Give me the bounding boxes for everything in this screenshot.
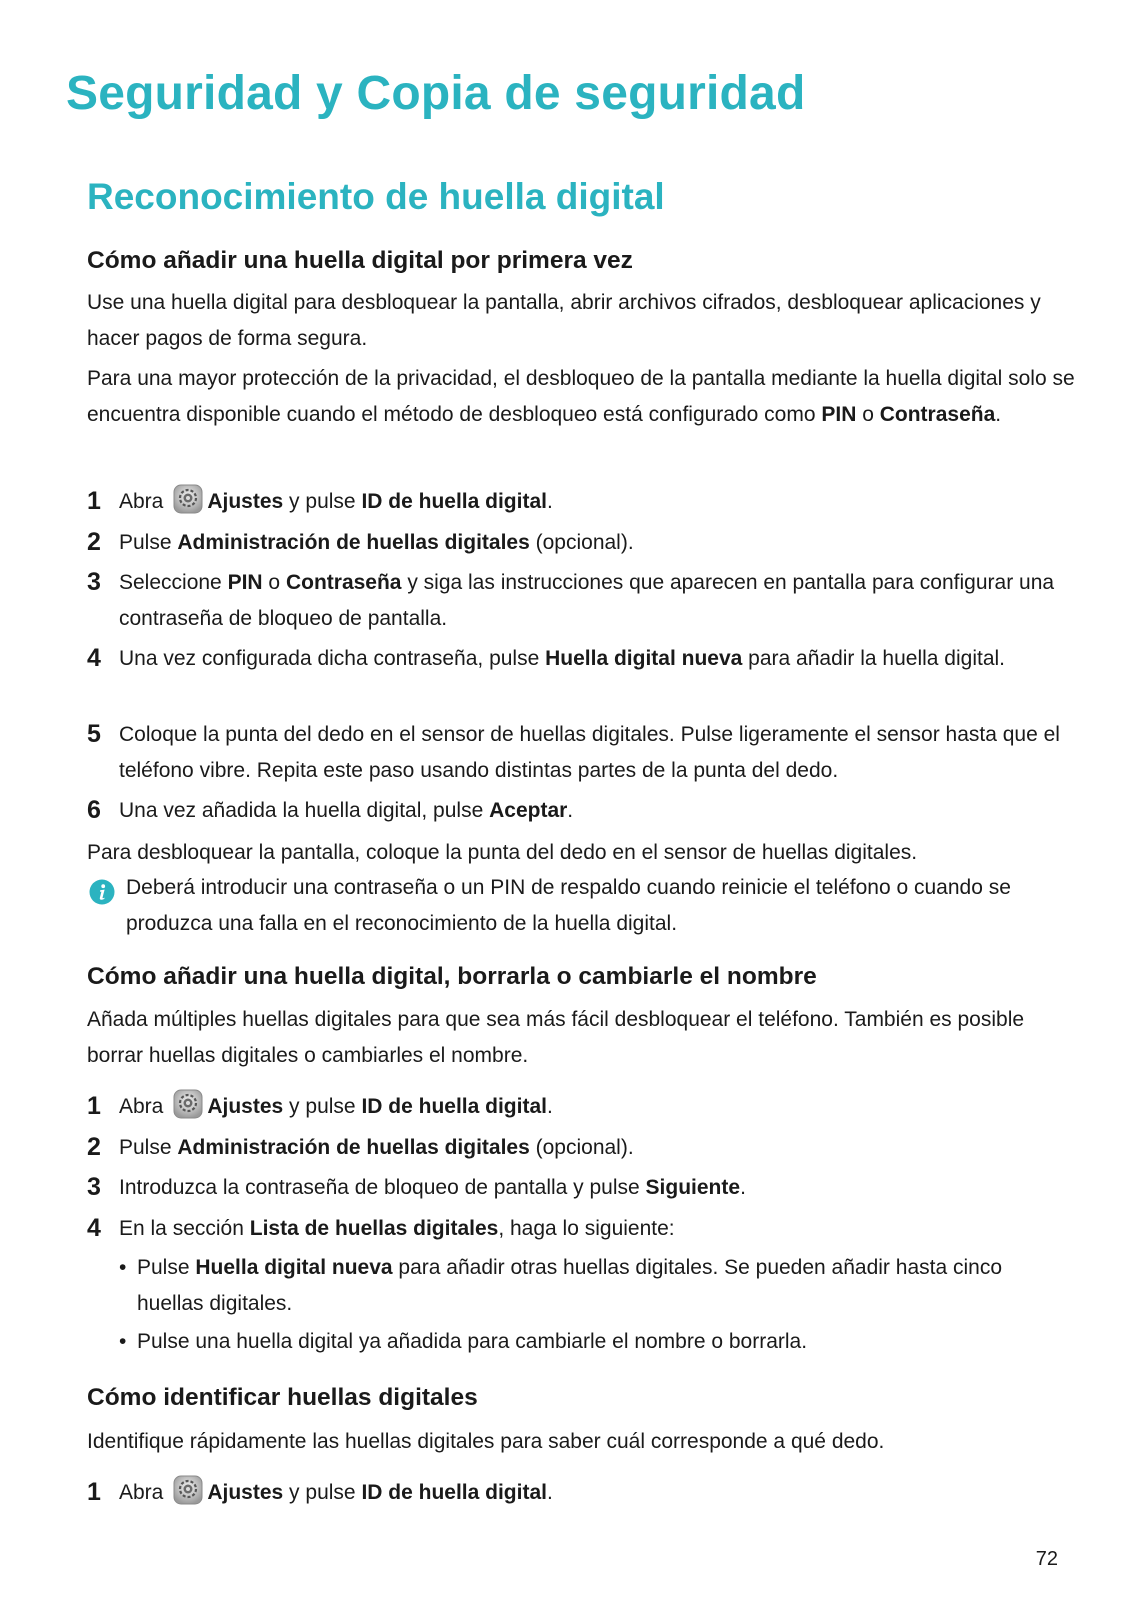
subsection-heading-first-fingerprint: Cómo añadir una huella digital por primera vez (87, 247, 633, 274)
step-item: 4 En la sección Lista de huellas digitales, haga lo siguiente: (87, 1214, 675, 1242)
gear-icon (173, 1089, 203, 1119)
paragraph-intro: Use una huella digital para desbloquear la pantalla, abrir archivos cifrados, desbloquear aplicaciones y hacer pagos de forma segura. (87, 291, 1041, 350)
step-item: 1 Abra Ajustes y pulse ID de huella digital. (87, 484, 1077, 520)
gear-icon (173, 1475, 203, 1505)
paragraph-privacy: Para una mayor protección de la privacidad, el desbloqueo de la pantalla mediante la huella digital solo se encuentra disponible cuando el método de desbloqueo está configurado como PIN o Contraseña. (87, 367, 1075, 426)
step-item: 2 Pulse Administración de huellas digitales (opcional). (87, 1133, 634, 1161)
paragraph-multiple: Añada múltiples huellas digitales para que sea más fácil desbloquear el teléfono. También es posible borrar huellas digitales o cambiarles el nombre. (87, 1008, 1025, 1067)
step-item: 1 Abra Ajustes y pulse ID de huella digital. (87, 1475, 1077, 1511)
step-item: 3 Seleccione PIN o Contraseña y siga las instrucciones que aparecen en pantalla para configurar una contraseña de bloqueo de pantalla. (87, 568, 1055, 630)
step-item: 2 Pulse Administración de huellas digitales (opcional). (87, 528, 634, 556)
section-title: Reconocimiento de huella digital (87, 176, 665, 217)
info-icon (89, 879, 115, 905)
subsection-heading-identify-fingerprints: Cómo identificar huellas digitales (87, 1384, 478, 1411)
step-item: 3 Introduzca la contraseña de bloqueo de pantalla y pulse Siguiente. (87, 1173, 746, 1201)
bullet-item: • Pulse una huella digital ya añadida para cambiarle el nombre o borrarla. (119, 1330, 808, 1353)
page-title: Seguridad y Copia de seguridad (66, 67, 806, 120)
step-item: 1 Abra Ajustes y pulse ID de huella digital. (87, 1089, 1077, 1125)
step-item: 5 Coloque la punta del dedo en el sensor de huellas digitales. Pulse ligeramente el sensor hasta que el teléfono vibre. Repita este paso usando distintas partes de la punta del dedo. (87, 720, 1060, 782)
paragraph-unlock: Para desbloquear la pantalla, coloque la punta del dedo en el sensor de huellas digitales. (87, 841, 918, 864)
paragraph-identify: Identifique rápidamente las huellas digitales para saber cuál corresponde a qué dedo. (87, 1430, 885, 1453)
subsection-heading-manage-fingerprints: Cómo añadir una huella digital, borrarla o cambiarle el nombre (87, 963, 817, 990)
bullet-item: • Pulse Huella digital nueva para añadir otras huellas digitales. Se pueden añadir hasta cinco huellas digitales. (119, 1256, 1002, 1315)
page-number: 72 (1035, 1548, 1058, 1570)
step-item: 6 Una vez añadida la huella digital, pulse Aceptar. (87, 796, 574, 824)
step-item: 4 Una vez configurada dicha contraseña, pulse Huella digital nueva para añadir la huella digital. (87, 644, 1006, 672)
note-box: Deberá introducir una contraseña o un PIN de respaldo cuando reinicie el teléfono o cuando se produzca una falla en el reconocimiento de la huella digital. (87, 870, 1077, 942)
gear-icon (173, 484, 203, 514)
